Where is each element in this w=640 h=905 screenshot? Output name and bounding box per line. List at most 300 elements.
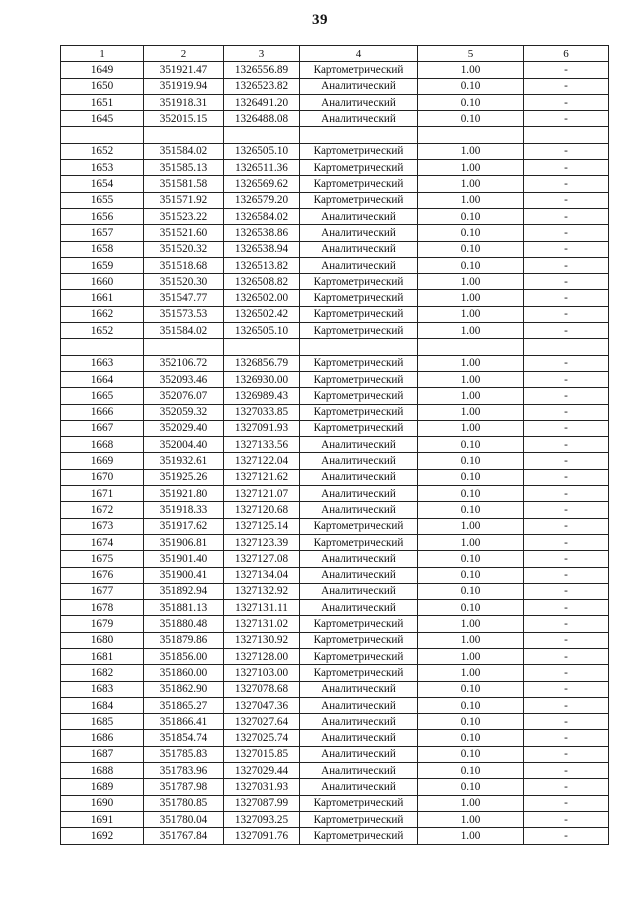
table-cell: 1.00 xyxy=(418,176,524,192)
table-cell: 1652 xyxy=(61,323,144,339)
table-cell: Аналитический xyxy=(300,111,418,127)
table-cell: 1.00 xyxy=(418,534,524,550)
table-cell: 1327091.93 xyxy=(224,420,300,436)
table-row xyxy=(61,257,609,273)
table-row xyxy=(61,502,609,518)
column-header: 4 xyxy=(300,46,418,62)
table-cell: Картометрический xyxy=(300,828,418,844)
table-row xyxy=(61,779,609,795)
table-cell: - xyxy=(524,779,609,795)
table-cell: Аналитический xyxy=(300,714,418,730)
table-cell: 1327029.44 xyxy=(224,763,300,779)
table-cell: 351520.32 xyxy=(144,241,224,257)
table-cell: - xyxy=(524,795,609,811)
table-cell: - xyxy=(524,420,609,436)
table-cell: Картометрический xyxy=(300,290,418,306)
table-cell: Аналитический xyxy=(300,502,418,518)
table-cell: Аналитический xyxy=(300,225,418,241)
table-cell: - xyxy=(524,534,609,550)
table-cell: - xyxy=(524,828,609,844)
table-cell: 1327125.14 xyxy=(224,518,300,534)
table-cell: 352093.46 xyxy=(144,371,224,387)
table-cell: 1689 xyxy=(61,779,144,795)
table-cell: - xyxy=(524,486,609,502)
table-cell: 351917.62 xyxy=(144,518,224,534)
table-cell: - xyxy=(524,648,609,664)
table-cell xyxy=(300,339,418,355)
table-cell: 0.10 xyxy=(418,600,524,616)
table-cell: Картометрический xyxy=(300,371,418,387)
table-cell xyxy=(524,127,609,143)
table-cell: 1684 xyxy=(61,697,144,713)
table-cell: 1326508.82 xyxy=(224,274,300,290)
table-row xyxy=(61,600,609,616)
table-cell: 1.00 xyxy=(418,62,524,78)
table-cell: Картометрический xyxy=(300,274,418,290)
table-cell: Аналитический xyxy=(300,437,418,453)
table-row xyxy=(61,143,609,159)
table-cell: 1.00 xyxy=(418,306,524,322)
table-row xyxy=(61,811,609,827)
table-row xyxy=(61,665,609,681)
page-number: 39 xyxy=(312,12,328,28)
table-cell xyxy=(144,127,224,143)
table-cell: 1327033.85 xyxy=(224,404,300,420)
table-cell: 1659 xyxy=(61,257,144,273)
table-cell: 351892.94 xyxy=(144,583,224,599)
table-cell: Картометрический xyxy=(300,632,418,648)
table-cell: 0.10 xyxy=(418,697,524,713)
table-cell: 351932.61 xyxy=(144,453,224,469)
table-cell: - xyxy=(524,78,609,94)
table-cell: 1668 xyxy=(61,437,144,453)
table-cell: 0.10 xyxy=(418,241,524,257)
table-cell: 351518.68 xyxy=(144,257,224,273)
table-cell: 351856.00 xyxy=(144,648,224,664)
table-row xyxy=(61,486,609,502)
table-cell: - xyxy=(524,176,609,192)
table-cell xyxy=(224,339,300,355)
table-row xyxy=(61,469,609,485)
table-cell: 1326856.79 xyxy=(224,355,300,371)
table-cell: 1326488.08 xyxy=(224,111,300,127)
table-cell: 351921.80 xyxy=(144,486,224,502)
table-row xyxy=(61,616,609,632)
table-cell: Аналитический xyxy=(300,469,418,485)
table-cell: 1651 xyxy=(61,94,144,110)
table-header-row xyxy=(61,46,609,62)
table-cell: Картометрический xyxy=(300,420,418,436)
table-cell: - xyxy=(524,600,609,616)
table-cell: 351780.04 xyxy=(144,811,224,827)
table-cell: - xyxy=(524,274,609,290)
table-cell: 1663 xyxy=(61,355,144,371)
table-cell: 1.00 xyxy=(418,274,524,290)
table-cell: Картометрический xyxy=(300,665,418,681)
table-cell: 1682 xyxy=(61,665,144,681)
table-cell: 1327087.99 xyxy=(224,795,300,811)
table-cell: 1679 xyxy=(61,616,144,632)
table-cell: - xyxy=(524,746,609,762)
table-cell: 352106.72 xyxy=(144,355,224,371)
table-row xyxy=(61,746,609,762)
table-cell: - xyxy=(524,763,609,779)
table-cell: 351901.40 xyxy=(144,551,224,567)
table-cell: 1.00 xyxy=(418,143,524,159)
table-cell: Картометрический xyxy=(300,143,418,159)
table-cell: 1656 xyxy=(61,208,144,224)
table-cell: 351780.85 xyxy=(144,795,224,811)
table-cell: 1326569.62 xyxy=(224,176,300,192)
table-cell: Аналитический xyxy=(300,257,418,273)
table-cell: 0.10 xyxy=(418,583,524,599)
table-cell: 0.10 xyxy=(418,437,524,453)
table-cell: 1326556.89 xyxy=(224,62,300,78)
table-cell: 351547.77 xyxy=(144,290,224,306)
table-cell: Аналитический xyxy=(300,763,418,779)
table-cell: - xyxy=(524,143,609,159)
table-cell: Аналитический xyxy=(300,78,418,94)
table-cell: 1.00 xyxy=(418,160,524,176)
table-cell: Картометрический xyxy=(300,388,418,404)
table-row xyxy=(61,176,609,192)
table-cell: Аналитический xyxy=(300,730,418,746)
table-row xyxy=(61,567,609,583)
table-cell: 352059.32 xyxy=(144,404,224,420)
table-cell: 1327121.62 xyxy=(224,469,300,485)
table-cell: 351860.00 xyxy=(144,665,224,681)
table-cell: 351918.31 xyxy=(144,94,224,110)
table-row xyxy=(61,404,609,420)
table-cell: 1326502.42 xyxy=(224,306,300,322)
table-cell: 0.10 xyxy=(418,714,524,730)
table-cell: - xyxy=(524,453,609,469)
table-cell: 0.10 xyxy=(418,746,524,762)
table-cell: 1673 xyxy=(61,518,144,534)
table-cell: 1327123.39 xyxy=(224,534,300,550)
table-cell: 1.00 xyxy=(418,632,524,648)
table-row xyxy=(61,241,609,257)
table-cell: - xyxy=(524,306,609,322)
table-cell: 351906.81 xyxy=(144,534,224,550)
table-cell: - xyxy=(524,192,609,208)
table-cell: 1664 xyxy=(61,371,144,387)
table-cell xyxy=(300,127,418,143)
table-cell: 0.10 xyxy=(418,469,524,485)
table-row xyxy=(61,648,609,664)
table-cell: 352015.15 xyxy=(144,111,224,127)
table-row xyxy=(61,828,609,844)
table-row xyxy=(61,94,609,110)
table-cell: - xyxy=(524,225,609,241)
table-cell: 351925.26 xyxy=(144,469,224,485)
table-cell: 351866.41 xyxy=(144,714,224,730)
table-cell: 1.00 xyxy=(418,616,524,632)
table-cell: Картометрический xyxy=(300,176,418,192)
table-cell: - xyxy=(524,502,609,518)
table-cell: 1658 xyxy=(61,241,144,257)
table-cell: Аналитический xyxy=(300,779,418,795)
table-cell: 351767.84 xyxy=(144,828,224,844)
table-row xyxy=(61,355,609,371)
table-cell: 351523.22 xyxy=(144,208,224,224)
table-row xyxy=(61,62,609,78)
table-cell: Аналитический xyxy=(300,208,418,224)
table-cell: 1327078.68 xyxy=(224,681,300,697)
table-cell: - xyxy=(524,355,609,371)
table-cell: 1685 xyxy=(61,714,144,730)
table-cell: - xyxy=(524,811,609,827)
table-cell: 1327134.04 xyxy=(224,567,300,583)
column-header: 3 xyxy=(224,46,300,62)
table-cell: - xyxy=(524,632,609,648)
table-cell: Картометрический xyxy=(300,811,418,827)
table-cell: - xyxy=(524,681,609,697)
table-cell: 1665 xyxy=(61,388,144,404)
column-header: 1 xyxy=(61,46,144,62)
table-cell: 1.00 xyxy=(418,192,524,208)
table-row xyxy=(61,632,609,648)
table-cell: 1327131.11 xyxy=(224,600,300,616)
column-header: 6 xyxy=(524,46,609,62)
table-cell: 1.00 xyxy=(418,648,524,664)
table-cell: 1649 xyxy=(61,62,144,78)
table-cell: 1327132.92 xyxy=(224,583,300,599)
table-row xyxy=(61,583,609,599)
table-cell: 1676 xyxy=(61,567,144,583)
table-cell: Картометрический xyxy=(300,518,418,534)
table-cell: 1327133.56 xyxy=(224,437,300,453)
table-cell: 1326513.82 xyxy=(224,257,300,273)
table-cell: 1327130.92 xyxy=(224,632,300,648)
table-cell: 0.10 xyxy=(418,78,524,94)
table-cell: 0.10 xyxy=(418,257,524,273)
table-cell: 0.10 xyxy=(418,225,524,241)
table-cell: 0.10 xyxy=(418,779,524,795)
table-row xyxy=(61,763,609,779)
table-cell: 1683 xyxy=(61,681,144,697)
table-row xyxy=(61,420,609,436)
table-cell: Аналитический xyxy=(300,681,418,697)
table-cell: Картометрический xyxy=(300,192,418,208)
table-cell: 351879.86 xyxy=(144,632,224,648)
table-cell: 1691 xyxy=(61,811,144,827)
table-cell: 1327128.00 xyxy=(224,648,300,664)
table-cell: 1.00 xyxy=(418,828,524,844)
table-cell: Картометрический xyxy=(300,62,418,78)
table-cell: 1675 xyxy=(61,551,144,567)
table-row xyxy=(61,388,609,404)
table-cell: Аналитический xyxy=(300,567,418,583)
table-cell: 1327047.36 xyxy=(224,697,300,713)
table-cell: - xyxy=(524,111,609,127)
table-cell: 1326505.10 xyxy=(224,143,300,159)
table-cell xyxy=(524,339,609,355)
table-cell: Картометрический xyxy=(300,355,418,371)
table-cell: 351584.02 xyxy=(144,323,224,339)
table-cell: - xyxy=(524,94,609,110)
table-cell: 1660 xyxy=(61,274,144,290)
table-cell: - xyxy=(524,62,609,78)
table-cell: 1327015.85 xyxy=(224,746,300,762)
table-row xyxy=(61,274,609,290)
table-cell: 1657 xyxy=(61,225,144,241)
table-row xyxy=(61,697,609,713)
table-row xyxy=(61,518,609,534)
table-cell: Картометрический xyxy=(300,616,418,632)
table-cell: 1669 xyxy=(61,453,144,469)
table-row xyxy=(61,208,609,224)
table-cell xyxy=(418,339,524,355)
table-cell: 1654 xyxy=(61,176,144,192)
table-cell: 351865.27 xyxy=(144,697,224,713)
table-cell: 352029.40 xyxy=(144,420,224,436)
table-row xyxy=(61,681,609,697)
table-cell: 351521.60 xyxy=(144,225,224,241)
table-cell: 351520.30 xyxy=(144,274,224,290)
coordinates-table xyxy=(60,45,609,845)
table-cell: - xyxy=(524,697,609,713)
table-cell: 1652 xyxy=(61,143,144,159)
table-cell: 351921.47 xyxy=(144,62,224,78)
table-body xyxy=(61,62,609,844)
table-cell: 1671 xyxy=(61,486,144,502)
table-cell xyxy=(418,127,524,143)
table-cell: 1686 xyxy=(61,730,144,746)
table-cell: 0.10 xyxy=(418,453,524,469)
table-cell: - xyxy=(524,551,609,567)
table-cell: Картометрический xyxy=(300,160,418,176)
table-row xyxy=(61,192,609,208)
table-row xyxy=(61,534,609,550)
table-cell: - xyxy=(524,208,609,224)
table-cell: 1327031.93 xyxy=(224,779,300,795)
table-cell: 351787.98 xyxy=(144,779,224,795)
table-cell: 1650 xyxy=(61,78,144,94)
table-row xyxy=(61,371,609,387)
table-cell: 1.00 xyxy=(418,518,524,534)
table-cell xyxy=(61,339,144,355)
table-cell: - xyxy=(524,714,609,730)
table-cell: - xyxy=(524,469,609,485)
table-cell: Картометрический xyxy=(300,795,418,811)
table-cell: 1.00 xyxy=(418,371,524,387)
table-cell: 1680 xyxy=(61,632,144,648)
table-cell: 351571.92 xyxy=(144,192,224,208)
table-cell: 0.10 xyxy=(418,730,524,746)
table-cell: 1666 xyxy=(61,404,144,420)
table-row xyxy=(61,714,609,730)
table-cell: 0.10 xyxy=(418,94,524,110)
table-cell: Аналитический xyxy=(300,600,418,616)
table-cell: 0.10 xyxy=(418,486,524,502)
table-cell: 1326930.00 xyxy=(224,371,300,387)
table-cell: Аналитический xyxy=(300,453,418,469)
table-cell: 1.00 xyxy=(418,404,524,420)
table-cell: - xyxy=(524,730,609,746)
table-cell: 1326584.02 xyxy=(224,208,300,224)
table-cell: 351785.83 xyxy=(144,746,224,762)
table-cell: 1327131.02 xyxy=(224,616,300,632)
table-cell xyxy=(224,127,300,143)
table-cell: Аналитический xyxy=(300,241,418,257)
table-cell: 1.00 xyxy=(418,388,524,404)
table-cell: 1326538.86 xyxy=(224,225,300,241)
table-cell: Аналитический xyxy=(300,486,418,502)
table-cell: 1.00 xyxy=(418,420,524,436)
table-row xyxy=(61,437,609,453)
table-cell: 351581.58 xyxy=(144,176,224,192)
table-cell: 1674 xyxy=(61,534,144,550)
table-cell: 1326502.00 xyxy=(224,290,300,306)
table-cell: - xyxy=(524,583,609,599)
table-cell: 1672 xyxy=(61,502,144,518)
table-cell: 1678 xyxy=(61,600,144,616)
table-cell: 1326989.43 xyxy=(224,388,300,404)
table-cell: 1327093.25 xyxy=(224,811,300,827)
table-row xyxy=(61,127,609,143)
table-cell: - xyxy=(524,437,609,453)
table-cell: Картометрический xyxy=(300,534,418,550)
table-cell: 1326511.36 xyxy=(224,160,300,176)
table-row xyxy=(61,290,609,306)
table-cell: - xyxy=(524,518,609,534)
table-cell: - xyxy=(524,388,609,404)
table-cell: 351900.41 xyxy=(144,567,224,583)
table-cell xyxy=(61,127,144,143)
table-cell: 1327025.74 xyxy=(224,730,300,746)
table-cell: Картометрический xyxy=(300,648,418,664)
column-header: 5 xyxy=(418,46,524,62)
table-cell: 1326505.10 xyxy=(224,323,300,339)
table-row xyxy=(61,551,609,567)
table-cell: - xyxy=(524,257,609,273)
table-row xyxy=(61,323,609,339)
column-header: 2 xyxy=(144,46,224,62)
table-cell: Аналитический xyxy=(300,583,418,599)
table-cell: 1661 xyxy=(61,290,144,306)
table-cell: 0.10 xyxy=(418,763,524,779)
table-cell: 351919.94 xyxy=(144,78,224,94)
table-cell: 351881.13 xyxy=(144,600,224,616)
table-cell: 1667 xyxy=(61,420,144,436)
table-cell: 1327027.64 xyxy=(224,714,300,730)
table-cell: 1687 xyxy=(61,746,144,762)
table-cell: Картометрический xyxy=(300,306,418,322)
table-cell: 0.10 xyxy=(418,681,524,697)
table-cell: 351862.90 xyxy=(144,681,224,697)
table-row xyxy=(61,306,609,322)
table-row xyxy=(61,453,609,469)
table-cell: 1662 xyxy=(61,306,144,322)
table-cell: Картометрический xyxy=(300,323,418,339)
table-cell: - xyxy=(524,665,609,681)
table-cell: - xyxy=(524,371,609,387)
table-cell: 1.00 xyxy=(418,323,524,339)
table-row xyxy=(61,160,609,176)
table-cell: 351584.02 xyxy=(144,143,224,159)
table-cell: 1327091.76 xyxy=(224,828,300,844)
table-cell: 1.00 xyxy=(418,355,524,371)
table-cell: 351880.48 xyxy=(144,616,224,632)
table-cell: Аналитический xyxy=(300,551,418,567)
table-cell xyxy=(144,339,224,355)
table-cell: 1327122.04 xyxy=(224,453,300,469)
table-cell: 1688 xyxy=(61,763,144,779)
table-cell: 1690 xyxy=(61,795,144,811)
table-cell: 1.00 xyxy=(418,665,524,681)
table-cell: 1653 xyxy=(61,160,144,176)
